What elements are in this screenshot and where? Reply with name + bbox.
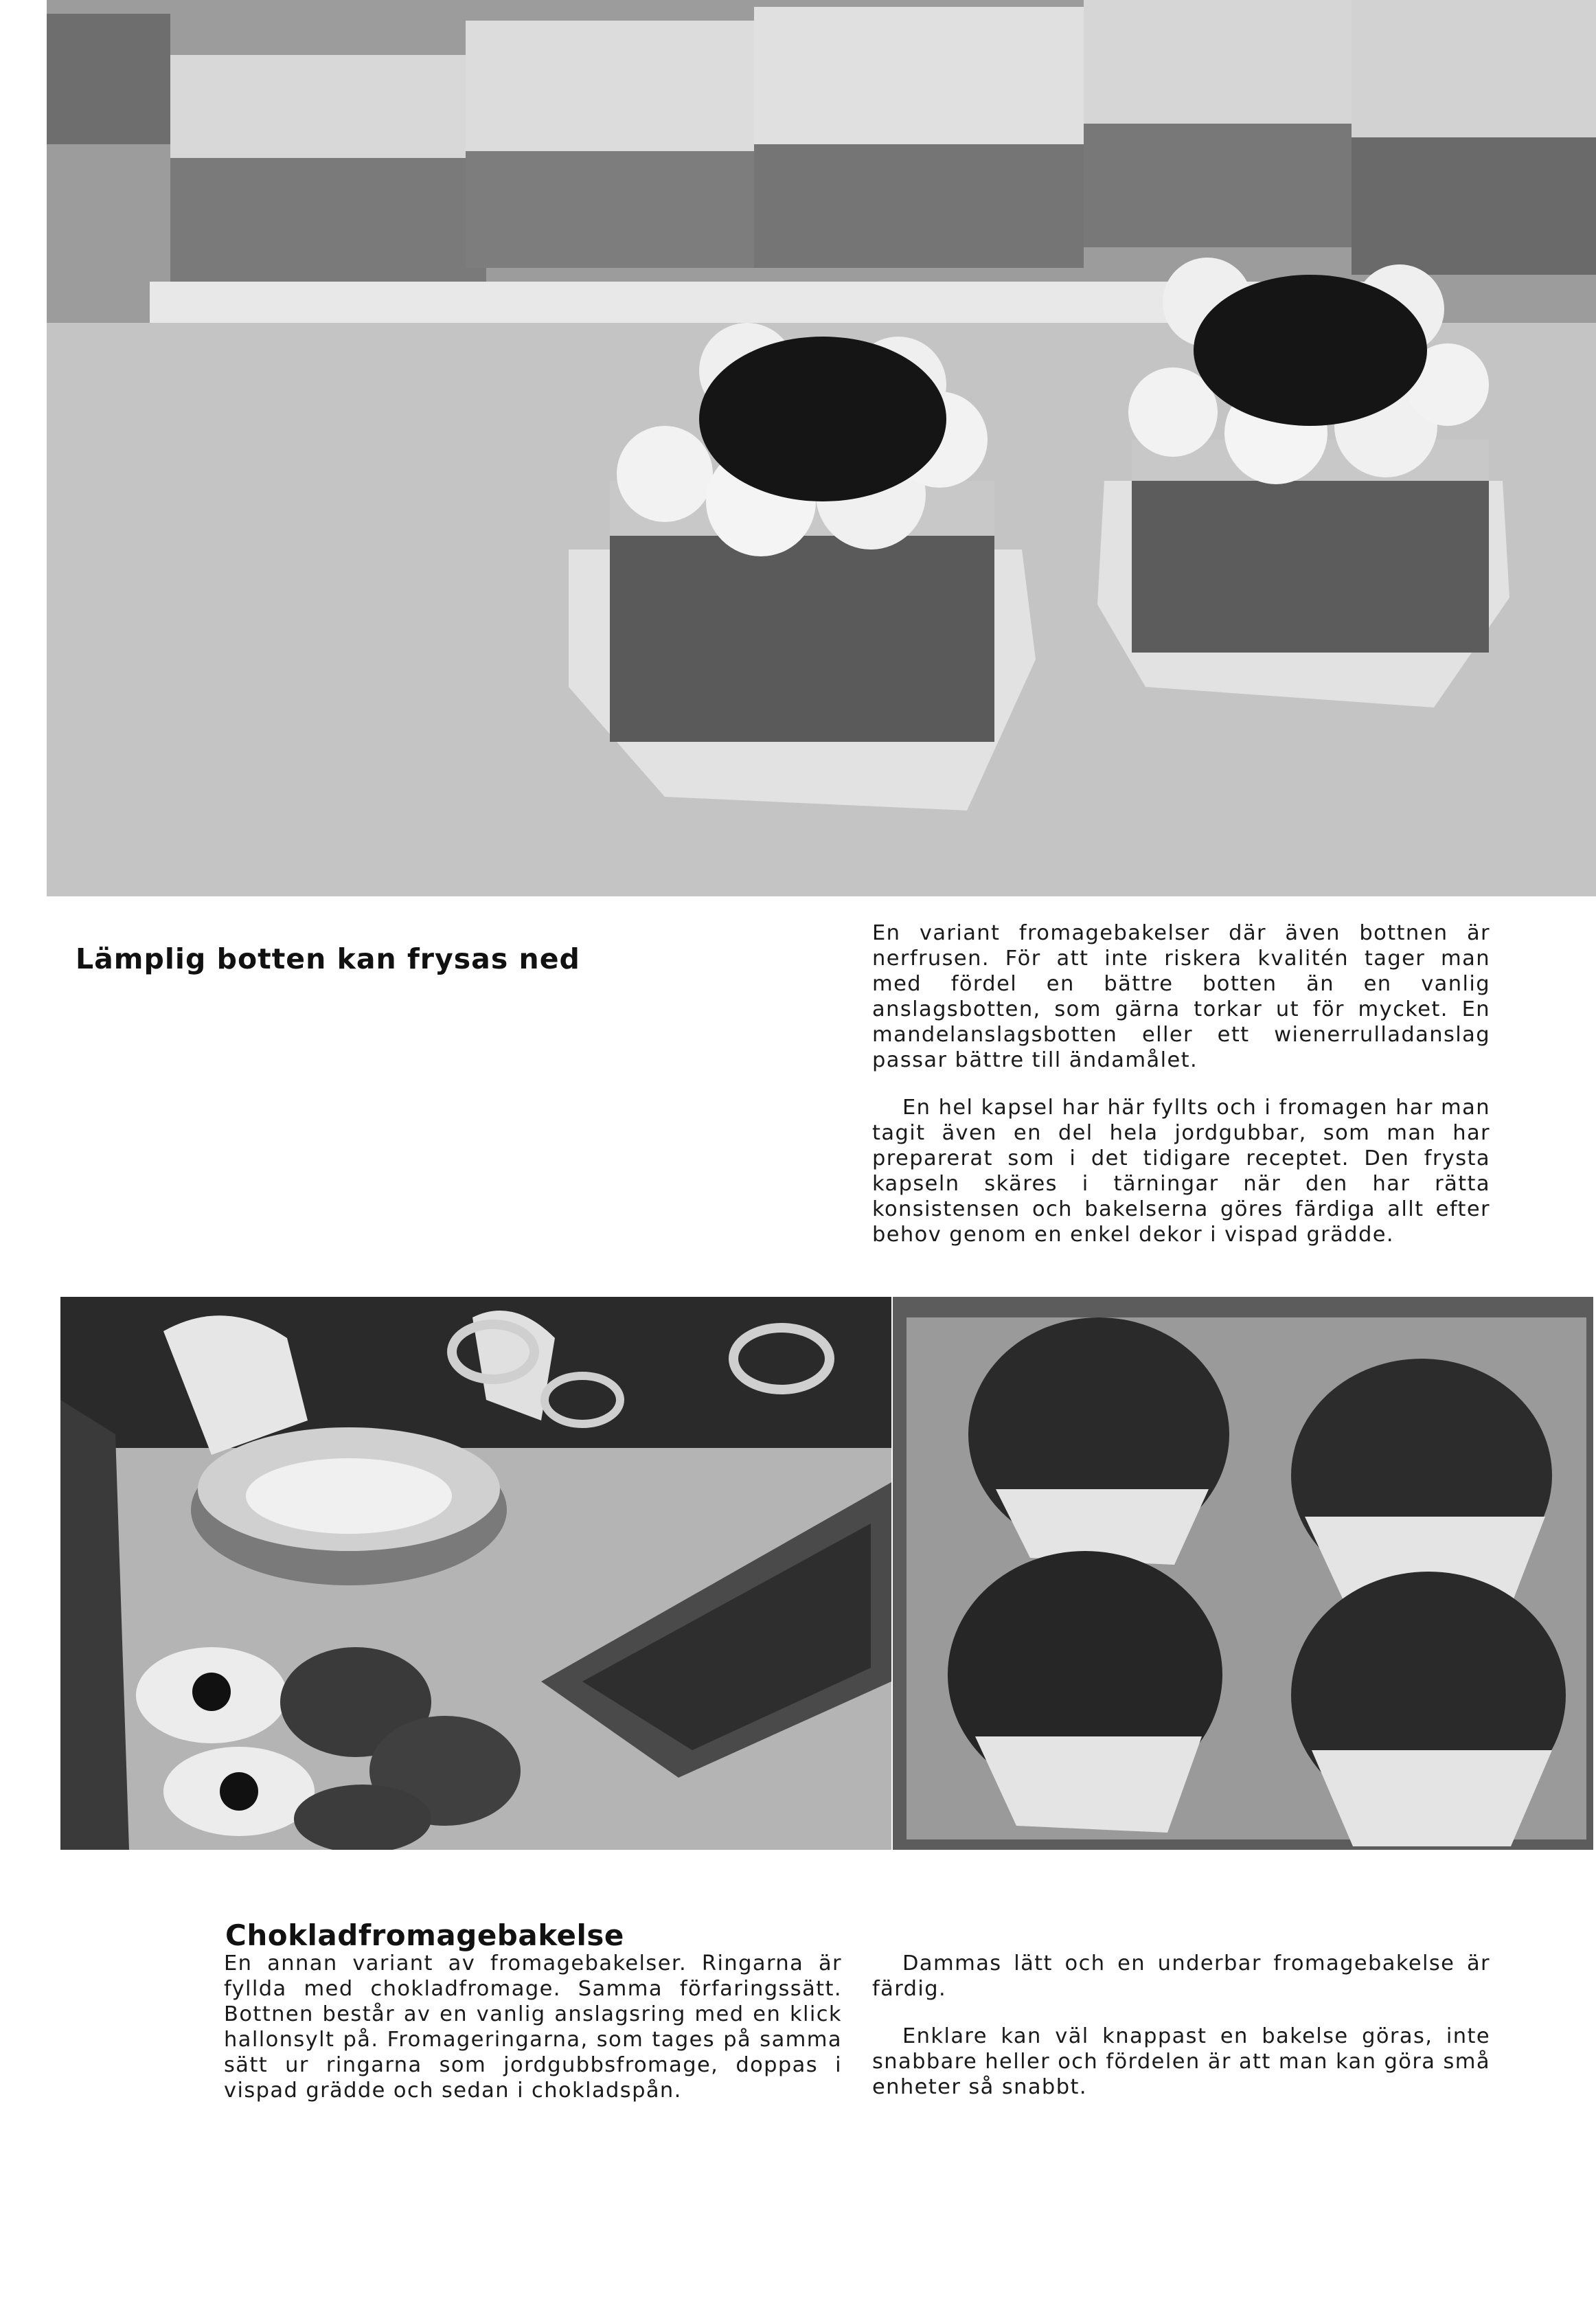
- section-heading-frozen-base: Lämplig botten kan frysas ned: [76, 942, 580, 976]
- paragraph: En hel kapsel har här fyllts och i fromagen har man tagit även en del hela jordgubbar, som man har preparerat som i det tidigare receptet. Den frysta kapseln skäres i tärningar när den har rätta konsistensen och bakelserna göres färdiga allt efter behov genom en enkel dekor i vispad grädde.: [872, 1096, 1490, 1247]
- photo-pastries-illustration: [47, 0, 1596, 896]
- text-column-chocolate-left: [224, 1951, 842, 2125]
- photo-pastries-tray-illustration: [893, 1297, 1593, 1850]
- photo-dipping-illustration: [60, 1297, 891, 1850]
- text-column-frozen-base: [872, 920, 1490, 1269]
- paragraph: Enklare kan väl knappast en bakelse göras, inte snabbare heller och fördelen är att man kan göra små enheter så snabbt.: [872, 2024, 1490, 2099]
- section-heading-chocolate-fromage: Chokladfromagebakelse: [225, 1918, 624, 1952]
- text-column-chocolate-right: [872, 1951, 1490, 2122]
- paragraph: En annan variant av fromagebakelser. Ringarna är fyllda med chokladfromage. Samma förfaringssätt. Bottnen består av en vanlig anslagsring med en klick hallonsylt på. Fromageringarna, som tages på samma sätt ur ringarna som jordgubbsfromage, doppas i vispad grädde och sedan i chokladspån.: [224, 1951, 842, 2103]
- paragraph: Dammas lätt och en underbar fromagebakelse är färdig.: [872, 1951, 1490, 2001]
- photo-pastries-chocolate-top: [47, 0, 1596, 896]
- photo-dipping-fromage-rings: [60, 1297, 891, 1850]
- paragraph: En variant fromagebakelser där även bottnen är nerfrusen. För att inte riskera kvalitén tager man med fördel en bättre botten än en vanlig anslagsbotten, som gärna torkar ut för mycket. En mandelanslagsbotten eller ett wienerrulladanslag passar bättre till ändamålet.: [872, 921, 1490, 1072]
- photo-chocolate-fromage-pastries: [893, 1297, 1593, 1850]
